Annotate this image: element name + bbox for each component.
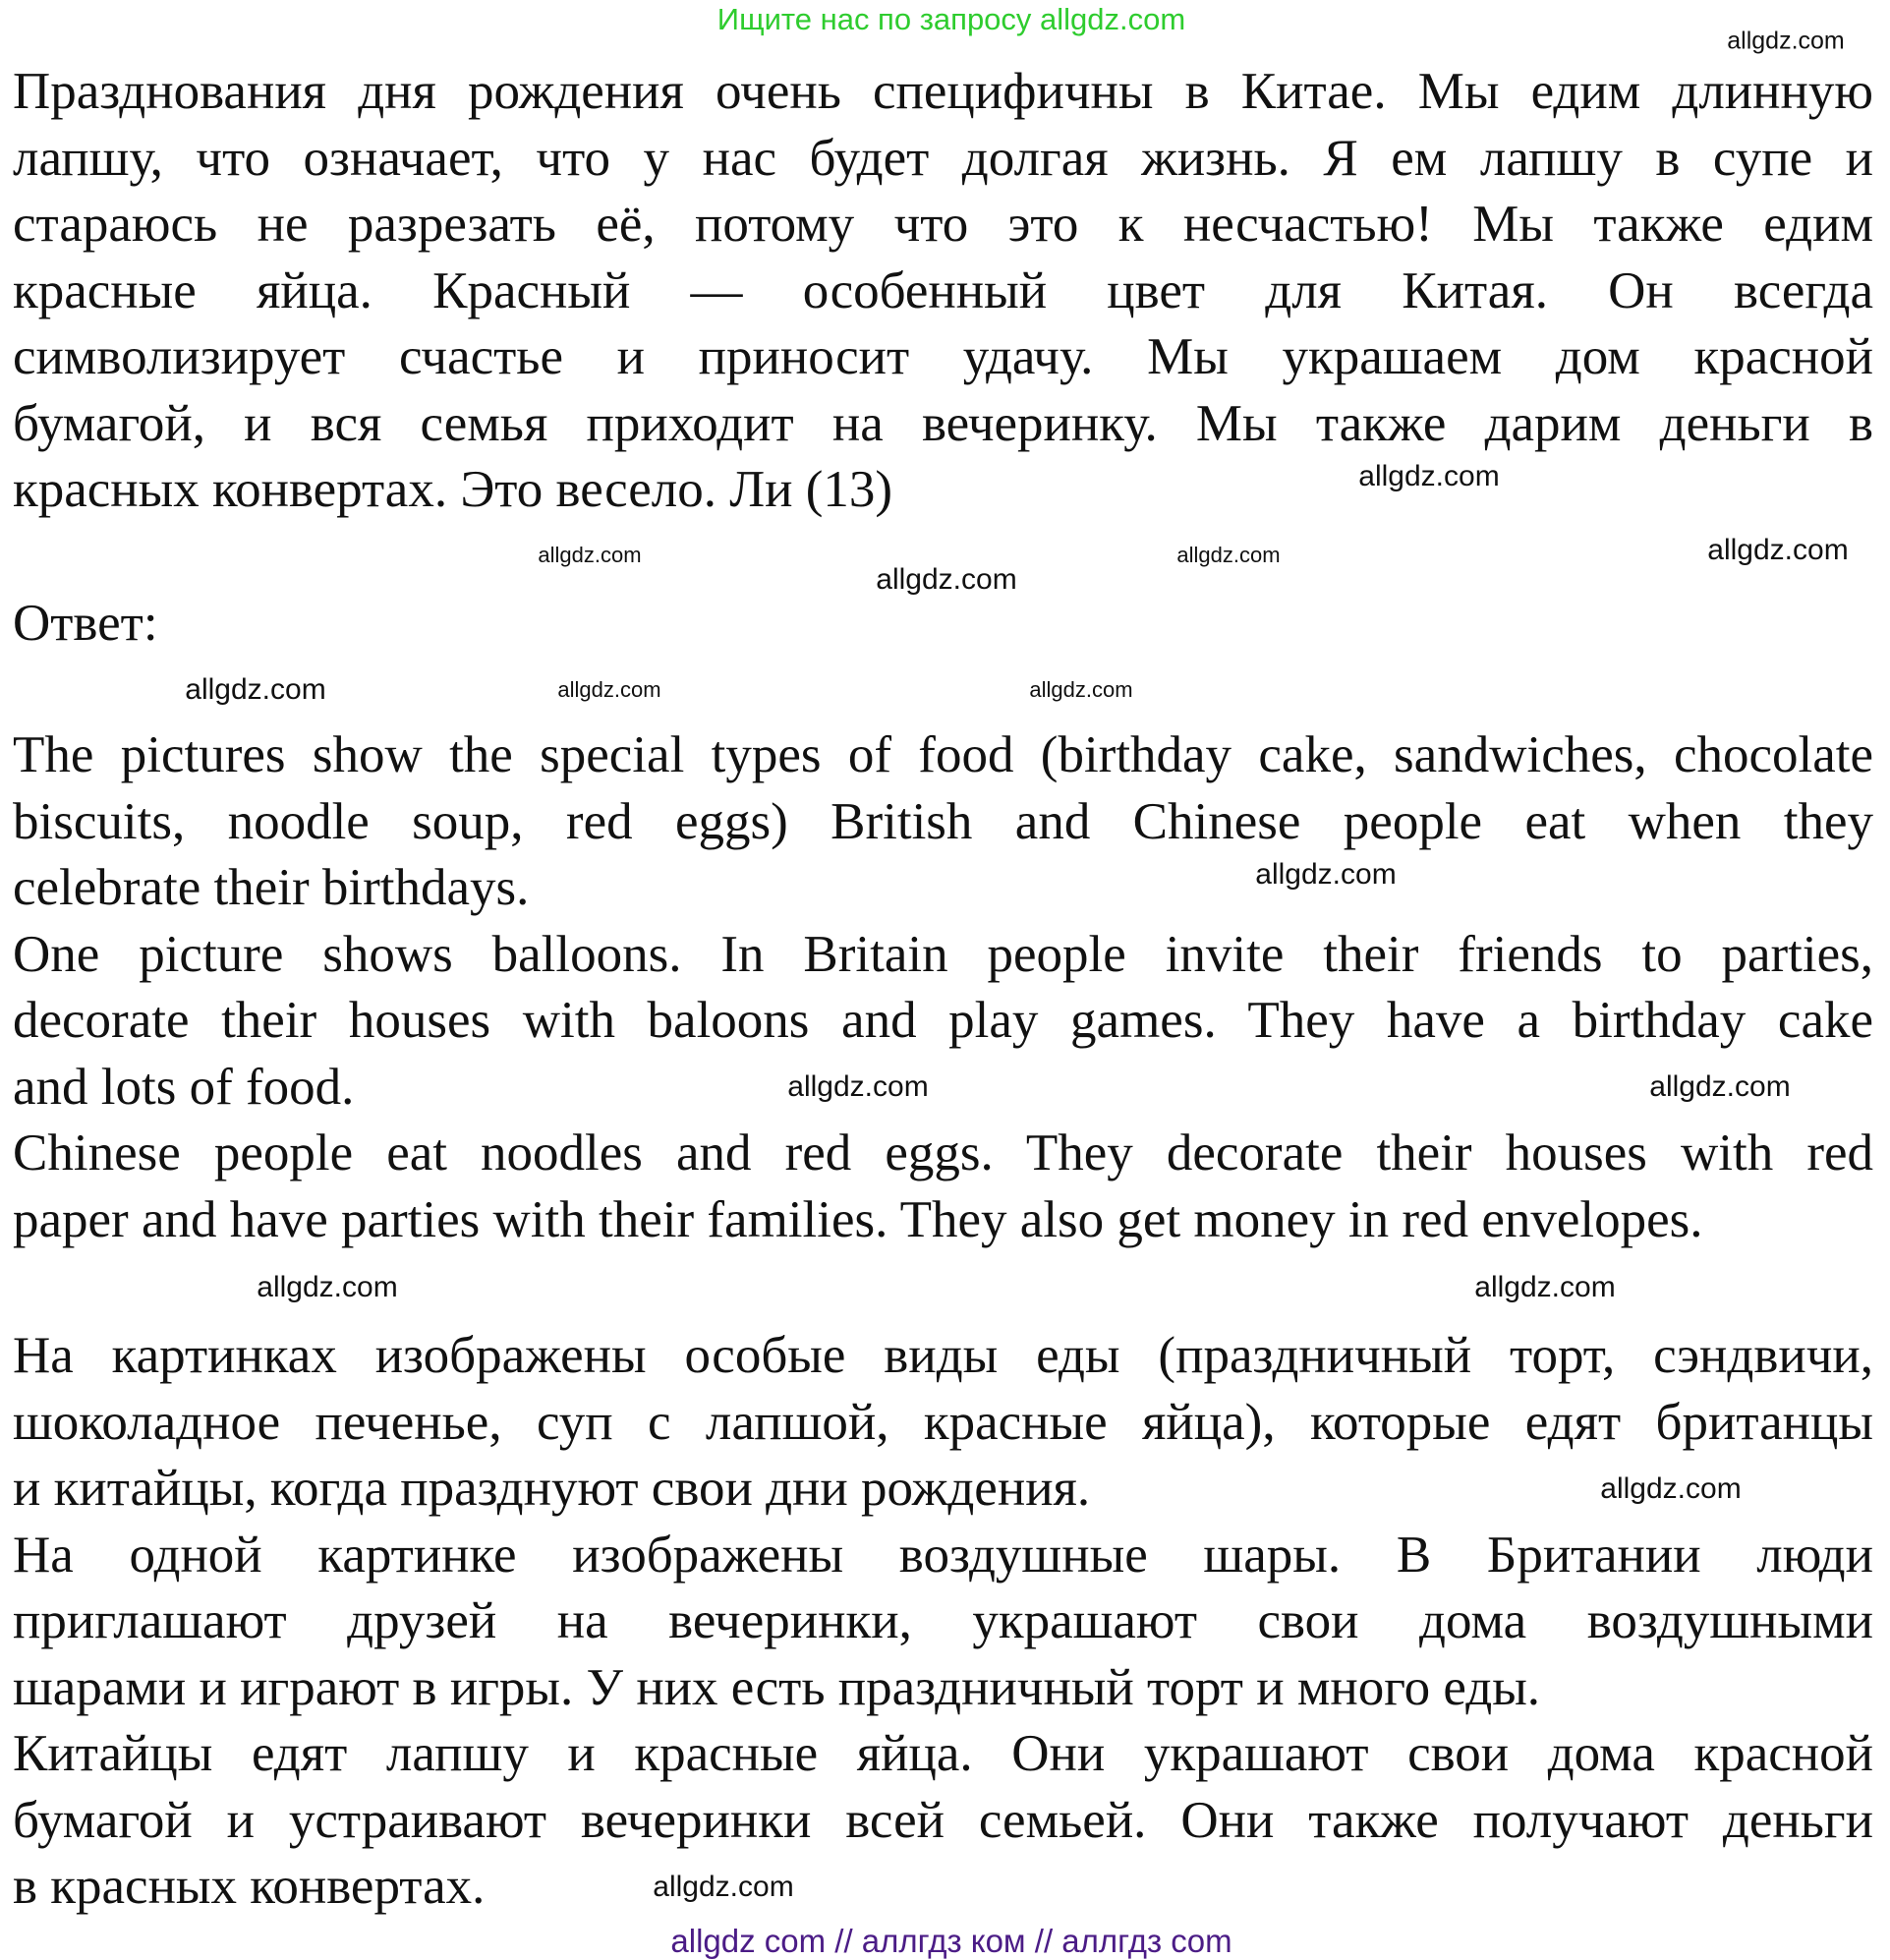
watermark: allgdz.com <box>1358 460 1500 492</box>
answer-russian <box>13 1323 1873 1921</box>
watermark: allgdz.com <box>1176 543 1281 567</box>
watermark: allgdz.com <box>1707 534 1849 566</box>
text-line: и китайцы, когда празднуют свои дни рождения. <box>13 1460 1091 1517</box>
watermark: allgdz.com <box>653 1871 794 1903</box>
text-line: biscuits, noodle soup, red eggs) British and Chinese people eat when they <box>13 792 1873 850</box>
text-line: шарами и играют в игры. У них есть праздничный торт и много еды. <box>13 1658 1541 1716</box>
text-line: Празднования дня рождения очень специфичны в Китае. Мы едим длинную <box>13 63 1873 120</box>
watermark: allgdz.com <box>1727 27 1845 55</box>
watermark: allgdz.com <box>257 1271 398 1303</box>
text-line: Китайцы едят лапшу и красные яйца. Они украшают свои дома красной <box>13 1725 1873 1782</box>
watermark: allgdz.com <box>1029 677 1133 702</box>
text-line: One picture shows balloons. In Britain people invite their friends to parties, <box>13 925 1873 983</box>
top-banner: Ищите нас по запросу allgdz.com <box>716 2 1186 36</box>
text-line: Chinese people eat noodles and red eggs. They decorate their houses with red <box>13 1124 1873 1182</box>
text-line: в красных конвертах. <box>13 1858 486 1915</box>
answer-english <box>13 722 1873 1253</box>
text-line: бумагой, и вся семья приходит на вечеринку. Мы также дарим деньги в <box>13 394 1873 452</box>
text-line: символизирует счастье и приносит удачу. Мы украшаем дом красной <box>13 328 1873 385</box>
watermark: allgdz.com <box>557 677 661 702</box>
text-line: стараюсь не разрезать её, потому что это к несчастью! Мы также едим <box>13 196 1873 253</box>
watermark: allgdz.com <box>787 1070 929 1103</box>
text-line: приглашают друзей на вечеринки, украшают свои дома воздушными <box>13 1592 1873 1649</box>
text-line: красных конвертах. Это весело. Ли (13) <box>13 461 893 518</box>
text-line: лапшу, что означает, что у нас будет долгая жизнь. Я ем лапшу в супе и <box>13 129 1873 187</box>
task-text <box>13 59 1873 524</box>
watermark: allgdz.com <box>876 563 1017 596</box>
watermark: allgdz.com <box>538 543 642 567</box>
text-line: шоколадное печенье, суп с лапшой, красные яйца), которые едят британцы <box>13 1393 1873 1451</box>
text-line: The pictures show the special types of food (birthday cake, sandwiches, chocolate <box>13 726 1873 783</box>
bottom-banner: allgdz com // аллгдз ком // аллгдз com <box>670 1923 1232 1959</box>
watermark: allgdz.com <box>185 673 326 706</box>
watermark: allgdz.com <box>1600 1472 1742 1505</box>
watermark: allgdz.com <box>1474 1271 1616 1303</box>
watermark: allgdz.com <box>1649 1070 1791 1103</box>
text-line: На одной картинке изображены воздушные шары. В Британии люди <box>13 1526 1873 1584</box>
answer-label-text: Ответ: <box>13 595 158 652</box>
text-line: and lots of food. <box>13 1058 355 1116</box>
text-line: celebrate their birthdays. <box>13 859 530 916</box>
text-line: decorate their houses with baloons and play games. They have a birthday cake <box>13 992 1873 1049</box>
text-line: paper and have parties with their families. They also get money in red envelopes. <box>13 1190 1703 1248</box>
answer-label <box>13 591 1873 658</box>
text-line: бумагой и устраивают вечеринки всей семьей. Они также получают деньги <box>13 1791 1873 1849</box>
text-line: красные яйца. Красный — особенный цвет для Китая. Он всегда <box>13 261 1873 319</box>
text-line: На картинках изображены особые виды еды (праздничный торт, сэндвичи, <box>13 1327 1873 1384</box>
watermark: allgdz.com <box>1255 858 1397 891</box>
